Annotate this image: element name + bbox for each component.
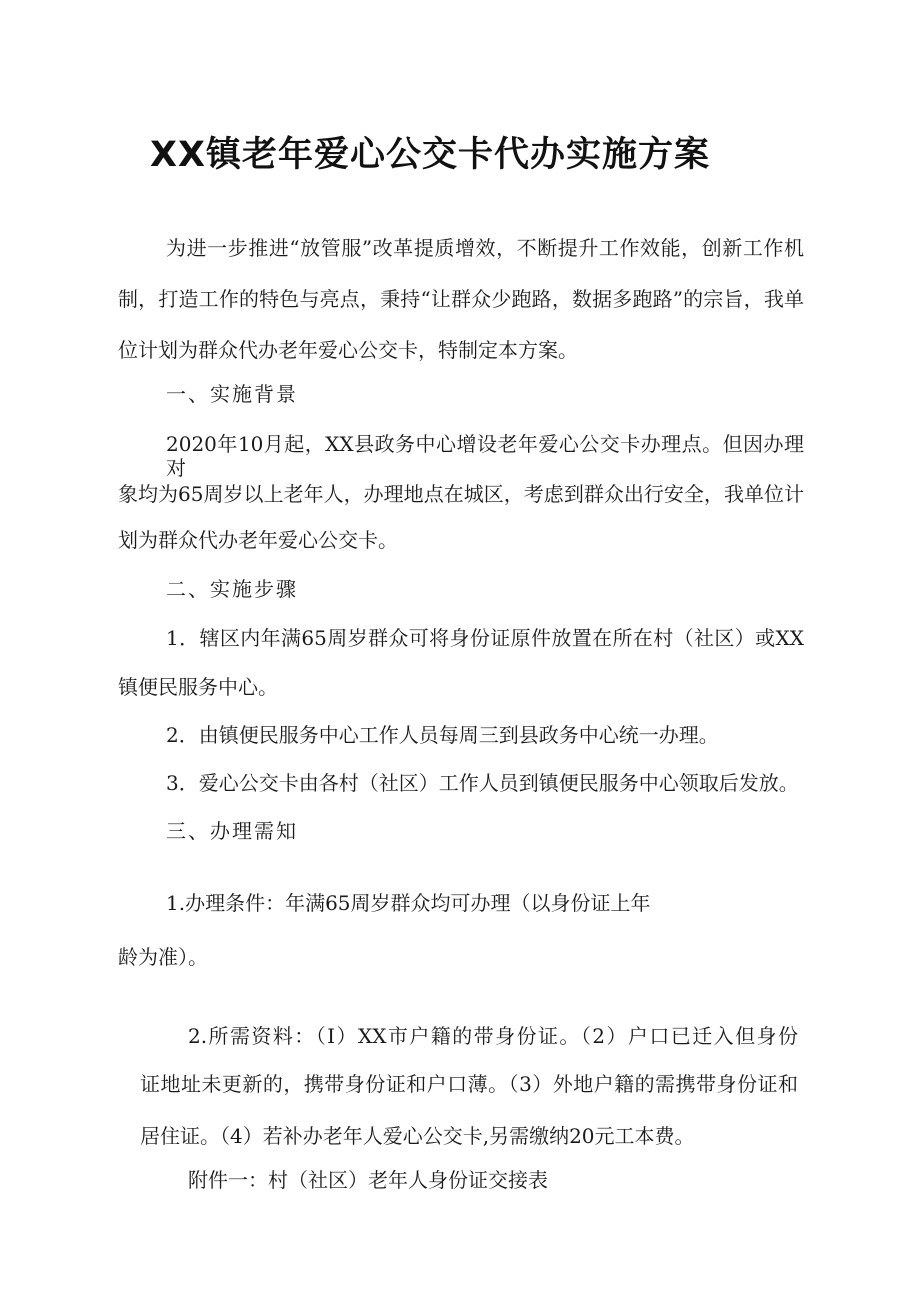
background-line-1: 2020年10月起，XX县政务中心增设老年爱心公交卡办理点。但因办理对 xyxy=(166,432,804,480)
intro-line-1: 为进一步推进“放管服”改革提质增效，不断提升工作效能，创新工作机 xyxy=(166,236,804,260)
section-heading-steps: 二、实施步骤 xyxy=(166,577,298,601)
background-line-3: 划为群众代办老年爱心公交卡。 xyxy=(118,528,398,552)
notice-item-1-line-1: 1.办理条件：年满65周岁群众均可办理（以身份证上年 xyxy=(166,891,651,915)
step-1-line-1: 1．辖区内年满65周岁群众可将身份证原件放置在所在村（社区）或XX xyxy=(166,626,804,650)
notice-item-2-line-3: 居住证。（4）若补办老年人爱心公交卡,另需缴纳20元工本费。 xyxy=(140,1124,695,1148)
step-3: 3．爱心公交卡由各村（社区）工作人员到镇便民服务中心领取后发放。 xyxy=(166,771,799,795)
background-line-2: 象均为65周岁以上老年人，办理地点在城区，考虑到群众出行安全，我单位计 xyxy=(118,482,804,506)
document-title: XX镇老年爱心公交卡代办实施方案 xyxy=(150,135,710,175)
attachment-note: 附件一：村（社区）老年人身份证交接表 xyxy=(188,1168,548,1192)
step-1-line-2: 镇便民服务中心。 xyxy=(118,675,278,699)
step-2: 2．由镇便民服务中心工作人员每周三到县政务中心统一办理。 xyxy=(166,723,719,747)
notice-item-2-line-2: 证地址未更新的，携带身份证和户口薄。（3）外地户籍的需携带身份证和 xyxy=(140,1072,798,1096)
notice-item-1-line-2: 龄为准）。 xyxy=(118,945,208,969)
notice-item-2-line-1: 2.所需资料：（I）XX市户籍的带身份证。（2）户口已迁入但身份 xyxy=(188,1024,798,1048)
intro-line-2: 制，打造工作的特色与亮点，秉持“让群众少跑路，数据多跑路”的宗旨，我单 xyxy=(118,287,804,311)
section-heading-background: 一、实施背景 xyxy=(166,382,298,406)
intro-line-3: 位计划为群众代办老年爱心公交卡，特制定本方案。 xyxy=(118,338,578,362)
section-heading-notice: 三、办理需知 xyxy=(166,819,298,843)
